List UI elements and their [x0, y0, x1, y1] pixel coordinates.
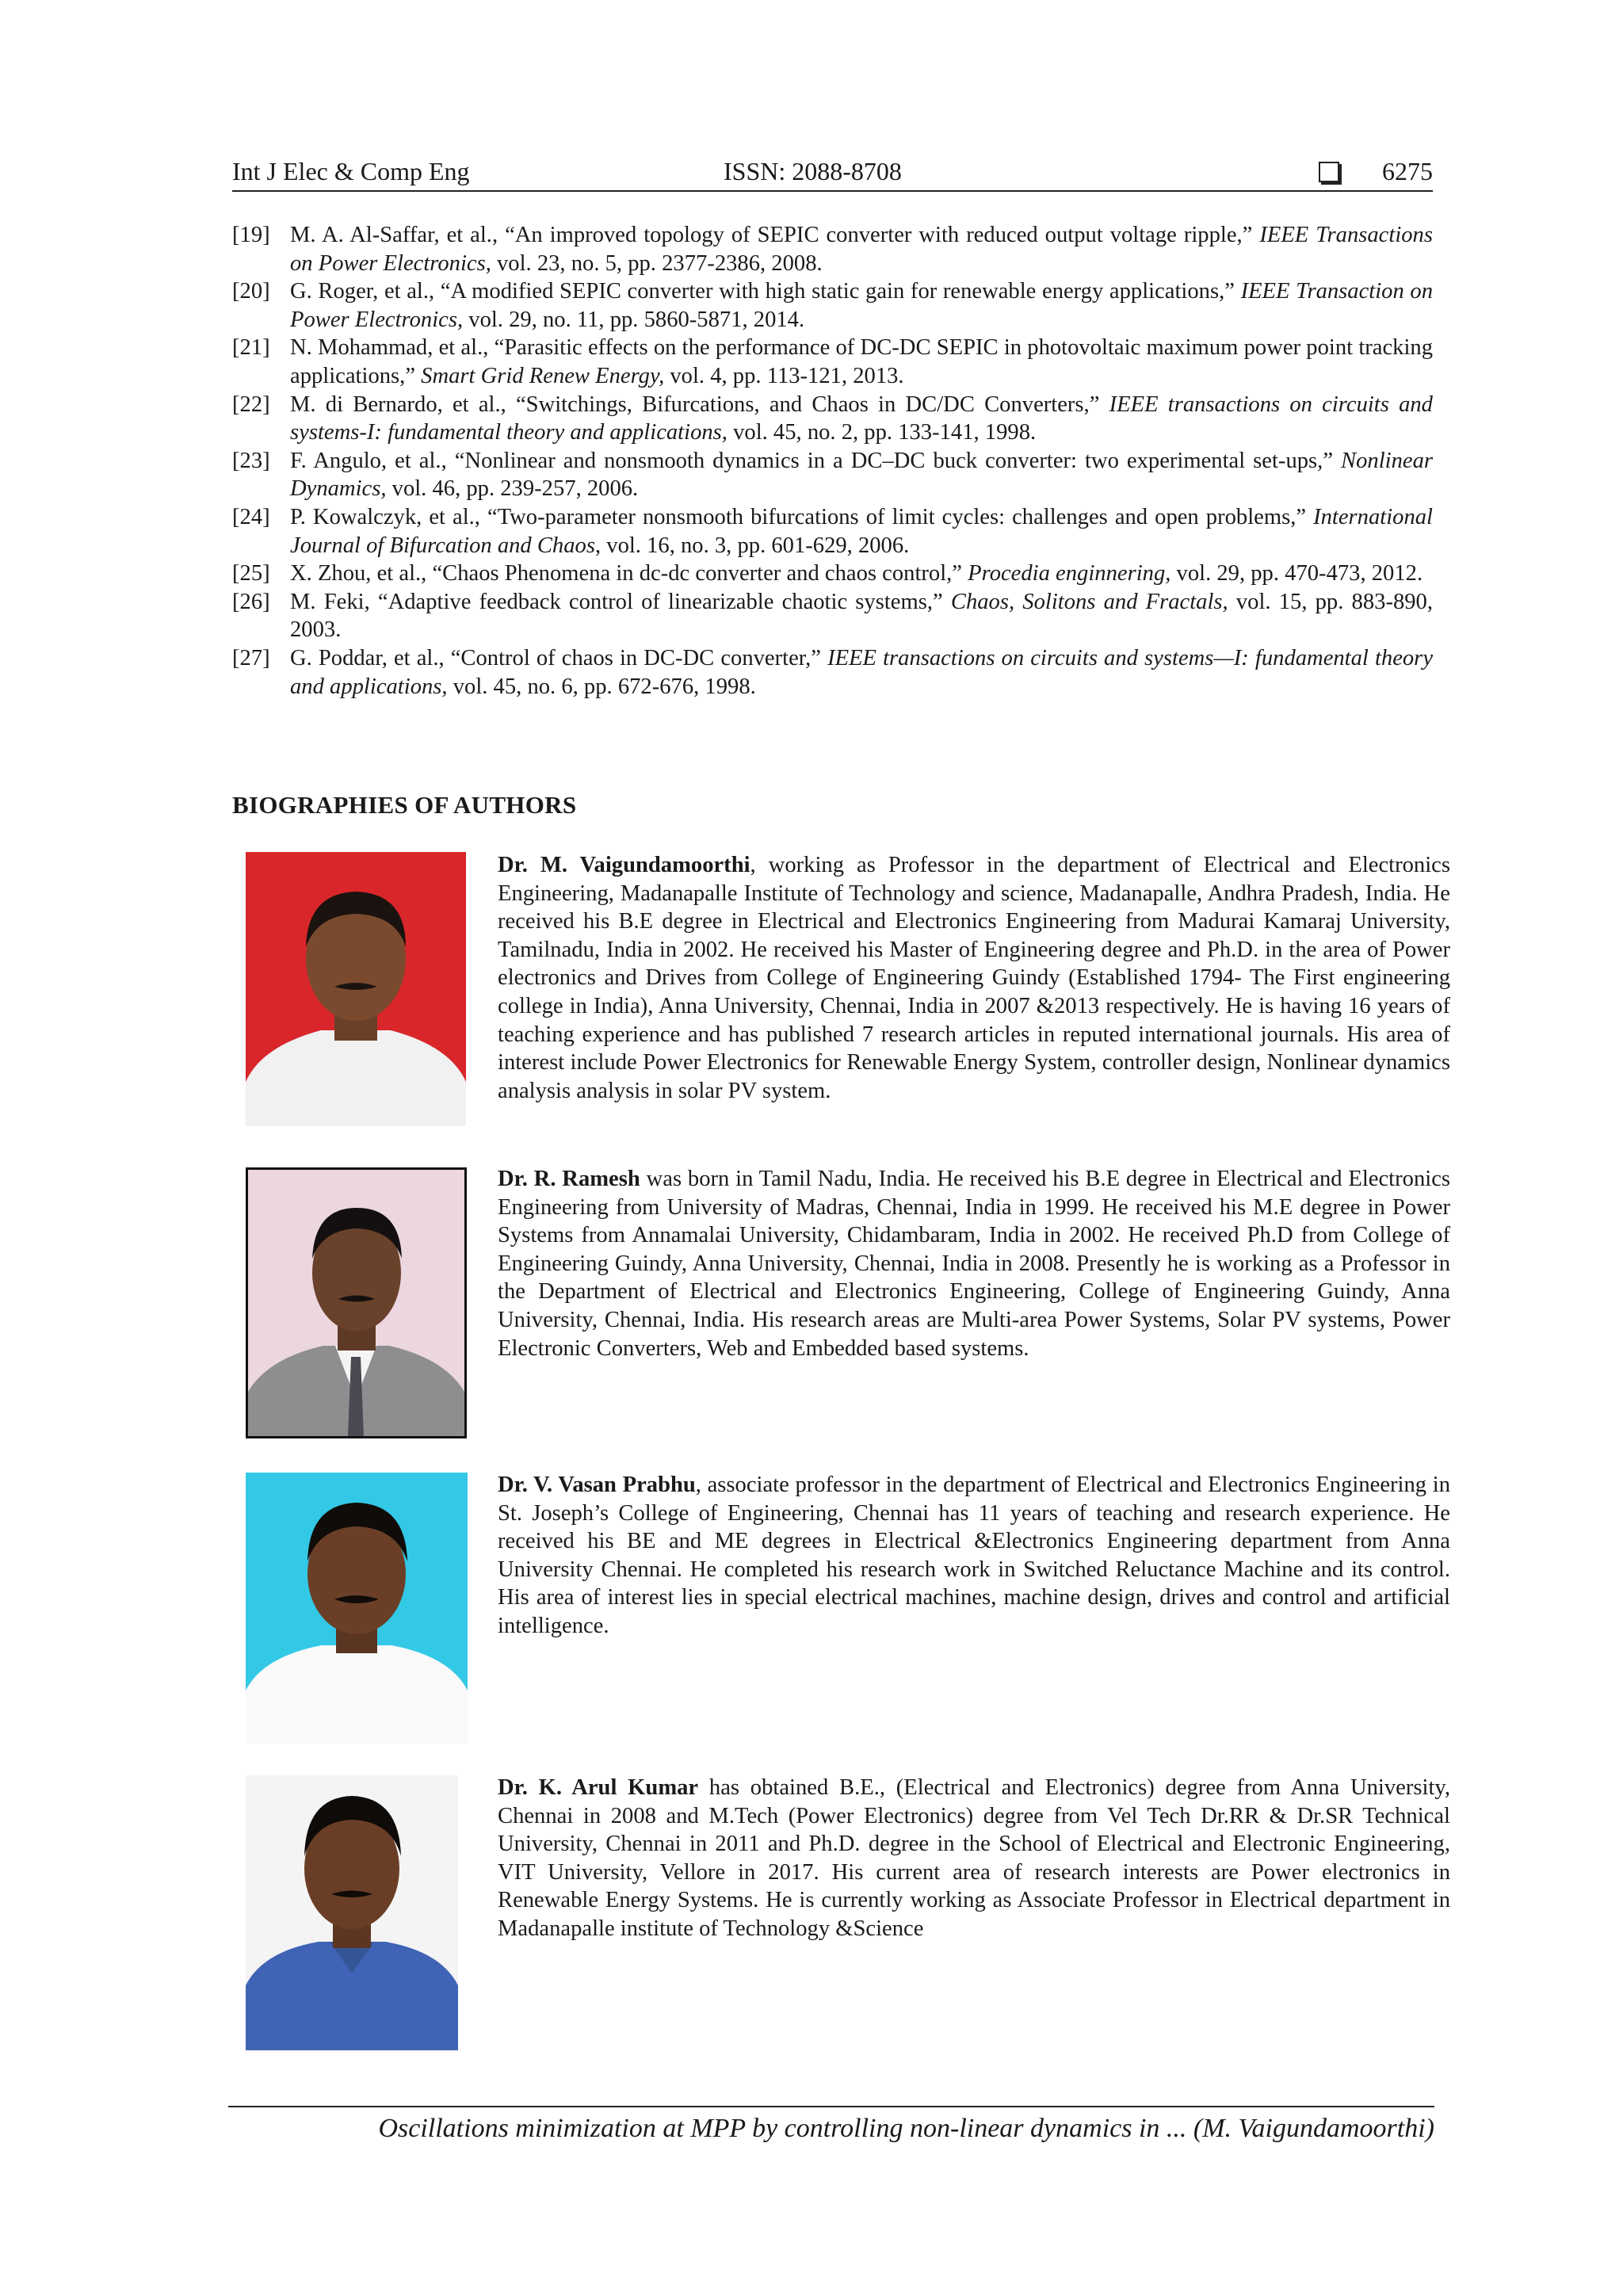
issn: ISSN: 2088-8708 — [724, 157, 902, 185]
author-name: Dr. R. Ramesh — [498, 1167, 640, 1191]
reference-venue: IEEE Transactions on Power Electronics, — [290, 223, 1433, 276]
portrait-image — [246, 852, 466, 1126]
reference-item — [232, 503, 1433, 560]
body-shape — [246, 1645, 468, 1744]
reference-number: [19] — [232, 223, 270, 247]
reference-item — [232, 221, 1433, 277]
author-bio-text: , working as Professor in the department of Electrical and Electronics Engineering, Madanapalle Institute of Technology and science, Madanapalle, Andhra Pradesh, India. He received his B.E degree in Electrical and Electronics Engineering from Madurai Kamaraj University, Tamilnadu, India in 2002. He received his Master of Engineering degree and Ph.D. in the area of Power electronics and Drives from College of Engineering Guindy (Established 1794- The First engineering college in India), Anna University, Chennai, India in 2007 &2013 respectively. He is having 16 years of teaching experience and has published 7 research articles in reputed international journals. His area of interest include Power Electronics for Renewable Energy System, controller design, Nonlinear dynamics analysis analysis in solar PV system. — [498, 853, 1450, 1103]
author-name: Dr. M. Vaigundamoorthi — [498, 853, 750, 877]
reference-item — [232, 391, 1433, 447]
author-bio-text: was born in Tamil Nadu, India. He received his B.E degree in Electrical and Electronics Engineering from University of Madras, Chennai, India in 1999. He received his M.E degree in Power Systems from Annamalai University, Chidambaram, India in 2002. He received Ph.D from College of Engineering Guindy, Anna University, Chennai, India in 2008. Presently he is working as a Professor in the Department of Electrical and Electronics Engineering, College of Engineering Guindy, Anna University, Chennai, India. His research areas are Multi-area Power Systems, Solar PV systems, Power Electronic Converters, Web and Embedded based systems. — [498, 1167, 1451, 1361]
author-bio — [498, 851, 1450, 1105]
author-bio — [498, 1471, 1450, 1641]
author-bio — [498, 1774, 1450, 1943]
reference-list — [232, 221, 1433, 701]
author-bio-text: , associate professor in the department of Electrical and Electronics Engineering in St. Joseph’s College of Engineering, Chennai has 11 years of teaching and research experience. He received his BE and ME degrees in Electrical &Electronics Engineering department from Anna University Chennai. He completed his research work in Switched Reluctance Machine and its control. His area of interest lies in special electrical machines, machine design, drives and control and artificial intelligence. — [498, 1473, 1450, 1638]
author-bio — [498, 1165, 1450, 1362]
reference-text: G. Poddar, et al., “Control of chaos in DC-DC converter,” — [290, 645, 828, 670]
reference-venue: Procedia enginnering, — [968, 561, 1171, 586]
running-footer: Oscillations minimization at MPP by controlling non-linear dynamics in ... (M. Vaigundamoorthi) — [378, 2114, 1434, 2143]
author-photo — [246, 1775, 458, 2050]
reference-details: vol. 46, pp. 239-257, 2006. — [386, 476, 639, 502]
running-header — [232, 155, 1433, 192]
reference-text: M. Feki, “Adaptive feedback control of linearizable chaotic systems,” — [290, 589, 951, 614]
reference-text: G. Roger, et al., “A modified SEPIC converter with high static gain for renewable energy applications,” — [290, 279, 1241, 304]
reference-venue: Chaos, Solitons and Fractals, — [950, 589, 1228, 614]
reference-number: [26] — [232, 589, 270, 614]
reference-text: N. Mohammad, et al., “Parasitic effects on the performance of DC-DC SEPIC in photovoltaic maximum power point tracking applications,” — [290, 335, 1433, 388]
reference-item — [232, 644, 1433, 701]
reference-details: vol. 29, pp. 470-473, 2012. — [1170, 561, 1423, 586]
reference-number: [21] — [232, 335, 270, 361]
reference-number: [22] — [232, 392, 270, 417]
reference-details: vol. 45, no. 2, pp. 133-141, 1998. — [727, 420, 1037, 445]
reference-venue: IEEE transactions on circuits and systems—I: fundamental theory and applications, — [290, 645, 1434, 699]
reference-details: vol. 15, pp. 883-890, 2003. — [290, 589, 1434, 643]
reference-text: M. di Bernardo, et al., “Switchings, Bifurcations, and Chaos in DC/DC Converters,” — [290, 392, 1109, 417]
reference-number: [23] — [232, 448, 270, 473]
square-icon — [1319, 162, 1339, 182]
reference-item — [232, 560, 1433, 588]
reference-item — [232, 277, 1433, 334]
reference-details: , vol. 29, no. 11, pp. 5860-5871, 2014. — [456, 307, 805, 332]
reference-details: vol. 45, no. 6, pp. 672-676, 1998. — [447, 674, 756, 699]
reference-text: M. A. Al-Saffar, et al., “An improved topology of SEPIC converter with reduced output voltage ripple,” — [290, 223, 1260, 247]
author-photo — [246, 1473, 468, 1744]
section-heading: BIOGRAPHIES OF AUTHORS — [232, 791, 577, 819]
reference-venue: IEEE Transaction on Power Electronics — [290, 279, 1433, 332]
portrait-image — [246, 1473, 468, 1744]
author-bio-text: has obtained B.E., (Electrical and Electronics) degree from Anna University, Chennai in 2008 and M.Tech (Power Electronics) degree from Vel Tech Dr.RR & Dr.SR Technical University, Chennai in 2011 and Ph.D. degree in the School of Electrical and Electronic Engineering, VIT University, Vellore in 2017. His current area of research interests are Power electronics in Renewable Energy Systems. He is currently working as Associate Professor in Electrical department in Madanapalle institute of Technology &Science — [498, 1775, 1450, 1941]
footer-rule — [228, 2106, 1434, 2107]
author-name: Dr. K. Arul Kumar — [498, 1775, 699, 1800]
reference-venue: Smart Grid Renew Energy, — [421, 363, 665, 388]
reference-item — [232, 447, 1433, 503]
portrait-image — [246, 1775, 458, 2050]
author-photo — [246, 1167, 467, 1438]
author-name: Dr. V. Vasan Prabhu — [498, 1473, 696, 1497]
reference-item — [232, 588, 1433, 644]
page-number: 6275 — [1382, 157, 1433, 185]
reference-number: [25] — [232, 561, 270, 586]
reference-text: X. Zhou, et al., “Chaos Phenomena in dc-dc converter and chaos control,” — [290, 561, 968, 586]
reference-venue: International Journal of Bifurcation and Chaos — [290, 504, 1433, 558]
reference-number: [20] — [232, 279, 270, 304]
journal-name: Int J Elec & Comp Eng — [232, 157, 470, 185]
reference-item — [232, 334, 1433, 390]
reference-venue: Nonlinear Dynamics, — [290, 448, 1433, 502]
reference-text: P. Kowalczyk, et al., “Two-parameter nonsmooth bifurcations of limit cycles: challenges and open problems,” — [290, 504, 1314, 529]
reference-text: F. Angulo, et al., “Nonlinear and nonsmooth dynamics in a DC–DC buck converter: two experimental set-ups,” — [290, 448, 1342, 473]
reference-details: vol. 4, pp. 113-121, 2013. — [664, 363, 904, 388]
reference-details: vol. 23, no. 5, pp. 2377-2386, 2008. — [491, 250, 823, 276]
reference-details: , vol. 16, no. 3, pp. 601-629, 2006. — [594, 533, 910, 558]
reference-number: [27] — [232, 645, 270, 670]
reference-number: [24] — [232, 504, 270, 529]
reference-venue: IEEE transactions on circuits and systems-I: fundamental theory and applications, — [290, 392, 1433, 445]
portrait-image — [248, 1170, 464, 1436]
author-photo — [246, 852, 466, 1126]
